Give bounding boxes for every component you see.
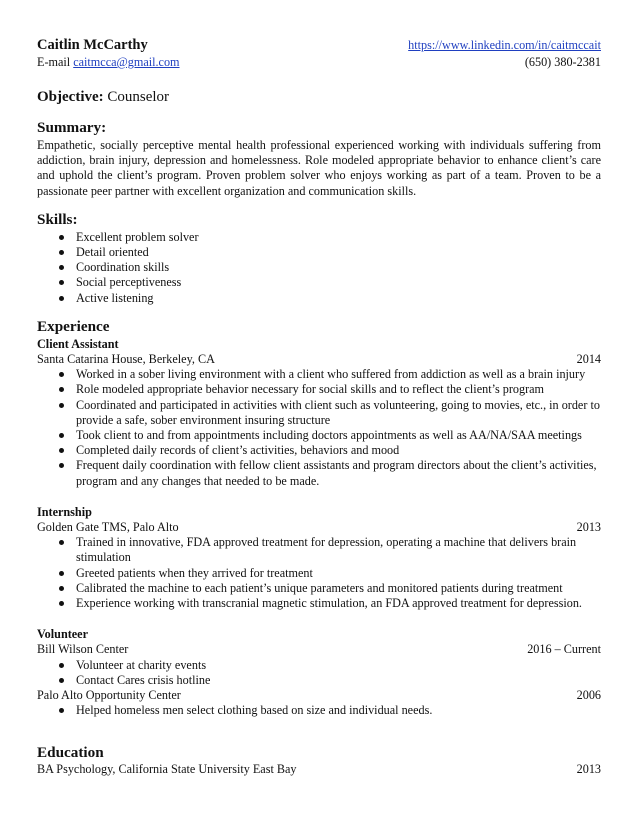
spacer [37, 489, 601, 505]
job-org-row [37, 688, 601, 703]
job-org: Bill Wilson Center [37, 642, 129, 657]
bullet-icon [59, 571, 64, 576]
bullet-icon [59, 280, 64, 285]
summary-heading: Summary: [37, 119, 107, 136]
email-link[interactable]: caitmcca@gmail.com [73, 55, 180, 69]
objective-line [37, 88, 601, 107]
summary-text: Empathetic, socially perceptive mental health professional experienced working with individuals suffering from addiction, brain injury, depression and homelessness. Role modeled appropriate behavior to enhance client’s care and uphold the client’s program. Proven problem solver who enjoys working as part of a team. Proven to be a passionate peer partner with excellent organization and communication skills. [37, 138, 601, 198]
bullet-icon [59, 433, 64, 438]
job-date: 2013 [576, 520, 601, 535]
summary-section [37, 119, 601, 199]
job-org: Palo Alto Opportunity Center [37, 688, 181, 703]
job-date: 2014 [576, 352, 601, 367]
job-role: Volunteer [37, 627, 89, 642]
list-item: Detail oriented [57, 245, 601, 260]
candidate-name: Caitlin McCarthy [37, 37, 148, 53]
education-date: 2013 [576, 761, 601, 776]
list-item: Coordination skills [57, 260, 601, 275]
bullet-icon [59, 663, 64, 668]
email-label: E-mail [37, 55, 71, 69]
skills-heading: Skills: [37, 210, 78, 228]
list-item: Calibrated the machine to each patient’s unique parameters and monitored patients during treatment [57, 581, 601, 596]
email-line [37, 54, 180, 70]
phone-number: (650) 380-2381 [524, 55, 601, 69]
objective-value: Counselor [107, 89, 170, 105]
list-item: Worked in a sober living environment with a client who suffered from addiction as well as a brain injury [57, 367, 601, 382]
list-item: Coordinated and participated in activities with client such as volunteering, going to movies, etc., in order to provide a safe, sober environment insuring structure [57, 398, 601, 428]
job-org-row [37, 520, 601, 535]
list-item: Trained in innovative, FDA approved treatment for depression, operating a machine that delivers brain stimulation [57, 535, 601, 565]
job-bullets [37, 703, 601, 718]
job-date: 2006 [576, 688, 601, 703]
job-client-assistant [37, 337, 601, 489]
bullet-icon [59, 586, 64, 591]
bullet-icon [59, 296, 64, 301]
bullet-icon [59, 678, 64, 683]
bullet-icon [59, 387, 64, 392]
list-item: Contact Cares crisis hotline [57, 673, 601, 688]
header-name-row [37, 36, 601, 54]
spacer [37, 611, 601, 627]
list-item: Greeted patients when they arrived for treatment [57, 566, 601, 581]
job-role: Client Assistant [37, 336, 119, 351]
job-bullets [37, 535, 601, 611]
education-row [37, 762, 601, 777]
bullet-icon [59, 463, 64, 468]
list-item: Frequent daily coordination with fellow client assistants and program directors about the client’s activities, program and any changes that needed to be made. [57, 458, 601, 488]
list-item: Social perceptiveness [57, 275, 601, 290]
bullet-icon [59, 601, 64, 606]
bullet-icon [59, 265, 64, 270]
list-item: Role modeled appropriate behavior necessary for social skills and to reflect the client’s program [57, 382, 601, 397]
experience-heading: Experience [37, 317, 110, 335]
list-item: Helped homeless men select clothing based on size and individual needs. [57, 703, 601, 718]
bullet-icon [59, 540, 64, 545]
header-contact-row [37, 54, 601, 70]
objective-label: Objective: [37, 89, 104, 105]
job-bullets [37, 367, 601, 489]
linkedin-link[interactable]: https://www.linkedin.com/in/caitmccait [408, 38, 601, 52]
resume-page [37, 36, 601, 777]
job-internship [37, 505, 601, 611]
education-section [37, 743, 601, 777]
list-item: Volunteer at charity events [57, 658, 601, 673]
job-volunteer [37, 627, 601, 688]
job-org-row [37, 642, 601, 657]
bullet-icon [59, 448, 64, 453]
spacer [37, 719, 601, 743]
education-heading: Education [37, 743, 104, 761]
job-org-row [37, 352, 601, 367]
list-item: Experience working with transcranial magnetic stimulation, an FDA approved treatment for depression. [57, 596, 601, 611]
job-bullets [37, 658, 601, 688]
list-item: Took client to and from appointments including doctors appointments as well as AA/NA/SAA meetings [57, 428, 601, 443]
list-item: Active listening [57, 291, 601, 306]
list-item: Excellent problem solver [57, 230, 601, 245]
job-role: Internship [37, 504, 92, 519]
bullet-icon [59, 250, 64, 255]
experience-section [37, 318, 601, 719]
list-item: Completed daily records of client’s activities, behaviors and mood [57, 443, 601, 458]
job-date: 2016 – Current [527, 642, 601, 657]
job-org: Santa Catarina House, Berkeley, CA [37, 352, 215, 367]
job-org: Golden Gate TMS, Palo Alto [37, 520, 179, 535]
bullet-icon [59, 372, 64, 377]
job-opportunity-center [37, 688, 601, 718]
bullet-icon [59, 235, 64, 240]
bullet-icon [59, 403, 64, 408]
skills-section [37, 211, 601, 306]
skills-list [37, 230, 601, 306]
bullet-icon [59, 708, 64, 713]
education-degree: BA Psychology, California State University East Bay [37, 761, 297, 776]
